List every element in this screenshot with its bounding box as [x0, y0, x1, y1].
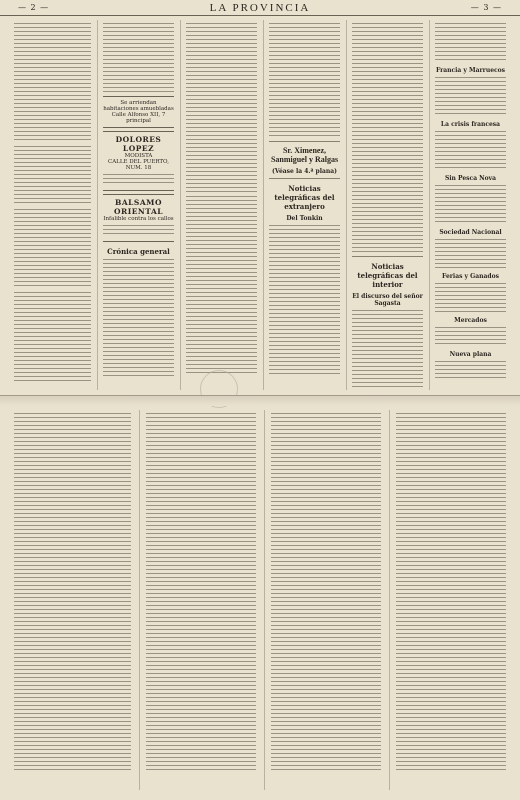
ad-claim: Infalible contra los callos: [103, 216, 174, 222]
column-5: [346, 20, 423, 390]
ad-name: DOLORES LOPEZ: [115, 135, 162, 153]
text-block: [14, 292, 91, 382]
lower-columns: [14, 410, 506, 790]
text-block: [435, 185, 506, 225]
heading: Nueva plana: [449, 351, 492, 358]
column-4: [263, 20, 340, 390]
page-number-right: — 3 —: [470, 3, 502, 12]
subsection-subtitle: Del Tonkin: [286, 215, 323, 222]
divider-rule: [269, 178, 340, 179]
text-block: [103, 23, 174, 93]
text-block: [14, 146, 91, 206]
text-block: [435, 239, 506, 269]
text-block: [435, 77, 506, 117]
text-block: [14, 209, 91, 289]
text-block: [103, 225, 174, 235]
ad-address: CALLE DEL PUERTO, NUM. 18: [108, 159, 169, 171]
section-subtitle: (Véase la 4.ª plana): [272, 168, 337, 175]
lower-column-1: [14, 410, 131, 790]
subsection-title: Noticias telegráficas del extranjero: [274, 184, 335, 211]
divider-rule: [352, 256, 423, 257]
text-block: [14, 413, 131, 773]
ad-modista: [103, 131, 174, 191]
heading: Francia y Marruecos: [435, 67, 506, 74]
masthead: [0, 0, 520, 16]
section-title: Sr. Ximenez, Sanmiguel y Ralgas: [270, 146, 339, 164]
text-block: [435, 361, 506, 381]
text-block: [269, 23, 340, 138]
section-subtitle: El discurso del señor Sagasta: [352, 293, 423, 307]
text-block: [271, 413, 381, 773]
text-block: [396, 413, 506, 773]
text-block: [146, 413, 256, 773]
text-block: [352, 310, 423, 390]
text-block: [14, 23, 91, 143]
heading: Mercados: [454, 317, 487, 324]
column-2: [97, 20, 174, 390]
ad-profession: MODISTA: [124, 153, 153, 159]
page-number-left: — 2 —: [18, 3, 50, 12]
heading: Sociedad Nacional: [439, 229, 502, 236]
text-block: [103, 174, 174, 184]
section-title: Crónica general: [107, 247, 170, 256]
text-block: [103, 259, 174, 379]
ad-balsamo: [103, 194, 174, 242]
text-block: [186, 196, 257, 376]
heading: La crisis francesa: [440, 121, 501, 128]
ad-title: Se arriendan habitaciones amuebladas: [103, 100, 174, 112]
text-block: [435, 23, 506, 63]
ad-habitaciones: [103, 96, 174, 128]
divider-rule: [269, 141, 340, 142]
newspaper-title: LA PROVINCIA: [209, 1, 311, 14]
column-3: [180, 20, 257, 390]
text-block: [435, 283, 506, 313]
text-block: [269, 225, 340, 375]
section-title: Noticias telegráficas del interior: [357, 262, 418, 289]
column-6: [429, 20, 506, 390]
heading: Ferias y Ganados: [442, 273, 499, 280]
text-block: [435, 327, 506, 347]
lower-column-4: [389, 410, 506, 790]
upper-columns: [14, 20, 506, 390]
ad-product: BALSAMO ORIENTAL: [113, 198, 164, 216]
text-block: [186, 23, 257, 193]
lower-column-3: [264, 410, 381, 790]
lower-column-2: [139, 410, 256, 790]
column-1: [14, 20, 91, 390]
ad-subtitle: Calle Alfonso XII, 7 principal: [111, 112, 166, 124]
page-fold: [0, 395, 520, 406]
heading: Sin Pesca Nova: [444, 175, 497, 182]
text-block: [352, 23, 423, 253]
text-block: [435, 131, 506, 171]
